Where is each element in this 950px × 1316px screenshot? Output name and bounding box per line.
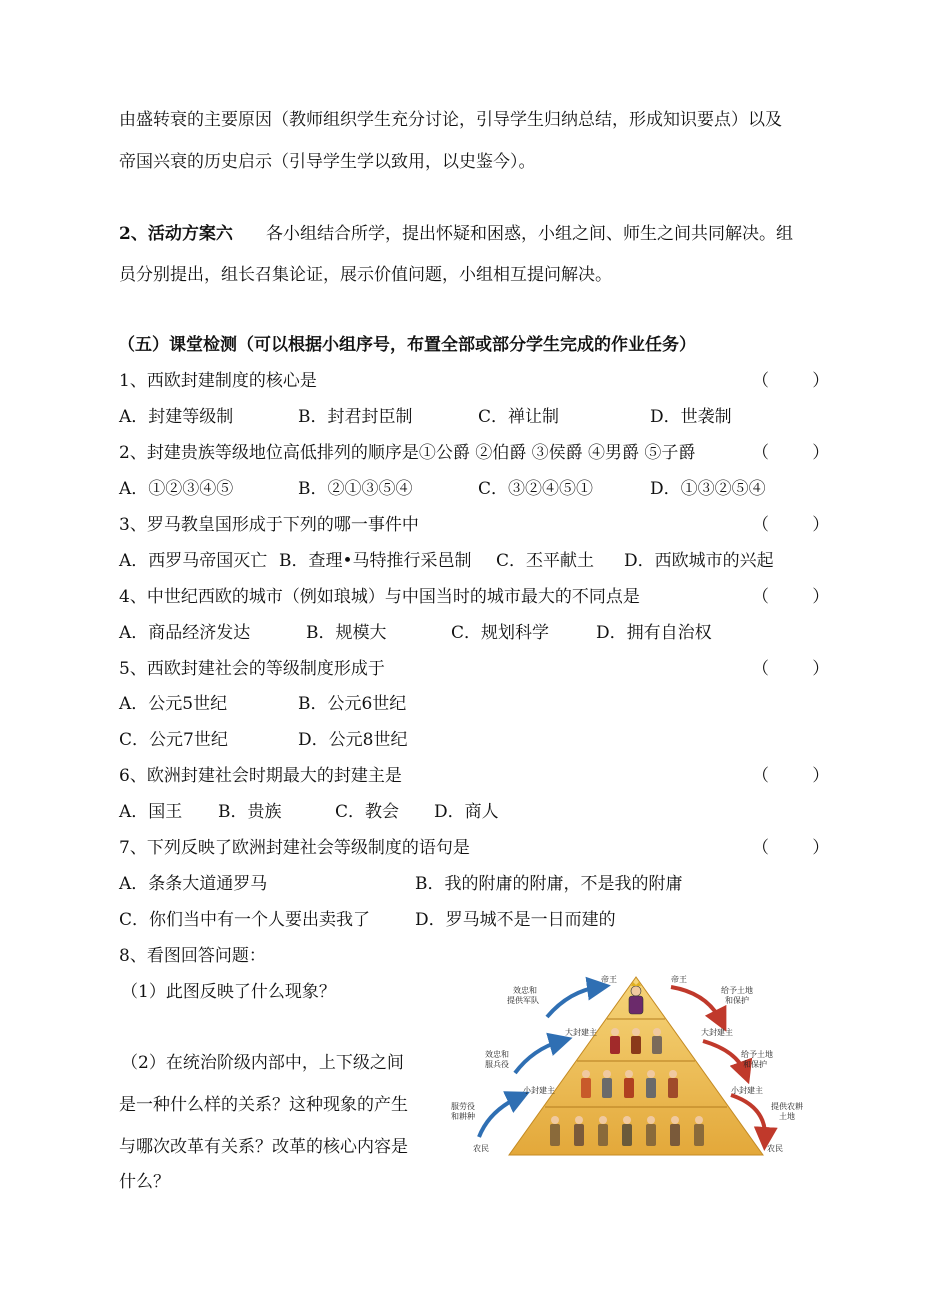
- question-1-stem: 1、西欧封建制度的核心是: [119, 371, 317, 391]
- q4-option-b[interactable]: B．规模大: [306, 623, 387, 643]
- left-arrow-top: [547, 987, 599, 1017]
- label-loyalty-2b: 服兵役: [485, 1060, 509, 1069]
- q6-option-c[interactable]: C．教会: [335, 802, 400, 822]
- label-great-lord-left: 大封建主: [565, 1028, 597, 1037]
- label-peasant-left: 农民: [473, 1144, 489, 1153]
- q5-option-b[interactable]: B．公元6世纪: [298, 694, 407, 714]
- label-grant-2b: 和保护: [743, 1060, 767, 1069]
- q4-option-c[interactable]: C．规划科学: [451, 623, 550, 643]
- q6-option-d[interactable]: D．商人: [434, 802, 499, 822]
- right-arrow-mid: [703, 1041, 745, 1073]
- label-provide-land-b: 土地: [779, 1112, 795, 1121]
- q7-option-c[interactable]: C．你们当中有一个人要出卖我了: [119, 910, 371, 930]
- q5-option-d[interactable]: D．公元8世纪: [298, 730, 408, 750]
- q1-option-a[interactable]: A．封建等级制: [119, 407, 234, 427]
- activity-title: 2、活动方案六: [119, 224, 233, 244]
- label-small-lord-left: 小封建主: [523, 1086, 555, 1095]
- q5-option-c[interactable]: C．公元7世纪: [119, 730, 228, 750]
- left-arrow-mid: [515, 1041, 561, 1073]
- question-2-stem: 2、封建贵族等级地位高低排列的顺序是①公爵 ②伯爵 ③侯爵 ④男爵 ⑤子爵: [119, 443, 696, 463]
- q3-option-d[interactable]: D．西欧城市的兴起: [624, 551, 774, 571]
- q8-sub-2-line-1: （2）在统治阶级内部中，上下级之间: [121, 1053, 404, 1073]
- q2-option-b[interactable]: B．②①③⑤④: [298, 479, 413, 499]
- q2-option-a[interactable]: A．①②③④⑤: [119, 479, 234, 499]
- label-grant-1a: 给予土地: [721, 986, 753, 995]
- answer-blank[interactable]: （ ）: [752, 659, 830, 679]
- intro-line-2: 帝国兴衰的历史启示（引导学生学以致用，以史鉴今）。: [119, 152, 536, 172]
- great-lords-figures: [610, 1028, 662, 1054]
- answer-blank[interactable]: （ ）: [752, 838, 830, 858]
- label-emperor-right: 帝王: [671, 975, 687, 984]
- section-heading: （五）课堂检测（可以根据小组序号，布置全部或部分学生完成的作业任务）: [118, 335, 696, 355]
- answer-blank[interactable]: （ ）: [752, 587, 830, 607]
- q4-option-a[interactable]: A．商品经济发达: [119, 623, 251, 643]
- label-loyalty-2a: 效忠和: [485, 1050, 509, 1059]
- label-small-lord-right: 小封建主: [731, 1086, 763, 1095]
- label-peasant-right: 农民: [767, 1144, 783, 1153]
- left-arrow-bottom: [479, 1097, 519, 1137]
- q8-sub-2-line-3: 与哪次改革有关系？改革的核心内容是: [119, 1137, 408, 1157]
- question-5-stem: 5、西欧封建社会的等级制度形成于: [119, 659, 385, 679]
- label-loyalty-1a: 效忠和: [513, 986, 537, 995]
- answer-blank[interactable]: （ ）: [752, 766, 830, 786]
- q8-sub-1: （1）此图反映了什么现象？: [121, 982, 336, 1002]
- q8-sub-2-line-2: 是一种什么样的关系？这种现象的产生: [119, 1095, 408, 1115]
- q5-option-a[interactable]: A．公元5世纪: [119, 694, 228, 714]
- intro-line-1: 由盛转衰的主要原因（教师组织学生充分讨论，引导学生归纳总结，形成知识要点）以及: [119, 110, 782, 130]
- q7-option-b[interactable]: B．我的附庸的附庸，不是我的附庸: [415, 874, 683, 894]
- q1-option-c[interactable]: C．禅让制: [478, 407, 560, 427]
- question-4-stem: 4、中世纪西欧的城市（例如琅城）与中国当时的城市最大的不同点是: [119, 587, 640, 607]
- answer-blank[interactable]: （ ）: [752, 371, 830, 391]
- label-grant-1b: 和保护: [725, 996, 749, 1005]
- label-provide-land-a: 提供农耕: [771, 1102, 803, 1111]
- label-great-lord-right: 大封建主: [701, 1028, 733, 1037]
- label-grant-2a: 给予土地: [741, 1050, 773, 1059]
- feudal-hierarchy-figure: [449, 969, 823, 1161]
- activity-line-1: 各小组结合所学，提出怀疑和困惑，小组之间、师生之间共同解决。组: [266, 224, 793, 244]
- label-service-b: 和耕种: [451, 1112, 475, 1121]
- right-arrow-top: [671, 987, 721, 1021]
- label-loyalty-1b: 提供军队: [507, 996, 539, 1005]
- q3-option-a[interactable]: A．西罗马帝国灭亡: [119, 551, 268, 571]
- q4-option-d[interactable]: D．拥有自治权: [596, 623, 712, 643]
- q3-option-c[interactable]: C．丕平献土: [496, 551, 595, 571]
- q1-option-b[interactable]: B．封君封臣制: [298, 407, 413, 427]
- answer-blank[interactable]: （ ）: [752, 515, 830, 535]
- q2-option-d[interactable]: D．①③②⑤④: [650, 479, 766, 499]
- q7-option-d[interactable]: D．罗马城不是一日而建的: [415, 910, 616, 930]
- q3-option-b[interactable]: B．查理•马特推行采邑制: [279, 551, 472, 571]
- q8-sub-2-line-4: 什么？: [119, 1172, 170, 1192]
- question-3-stem: 3、罗马教皇国形成于下列的哪一事件中: [119, 515, 419, 535]
- label-emperor-left: 帝王: [601, 975, 617, 984]
- q1-option-d[interactable]: D．世袭制: [650, 407, 732, 427]
- label-service-a: 服劳役: [451, 1102, 475, 1111]
- q7-option-a[interactable]: A．条条大道通罗马: [119, 874, 268, 894]
- question-7-stem: 7、下列反映了欧洲封建社会等级制度的语句是: [119, 838, 470, 858]
- q2-option-c[interactable]: C．③②④⑤①: [478, 479, 594, 499]
- activity-line-2: 员分别提出，组长召集论证，展示价值问题，小组相互提问解决。: [119, 265, 612, 285]
- q6-option-a[interactable]: A．国王: [119, 802, 183, 822]
- answer-blank[interactable]: （ ）: [752, 443, 830, 463]
- question-6-stem: 6、欧洲封建社会时期最大的封建主是: [119, 766, 402, 786]
- q6-option-b[interactable]: B．贵族: [218, 802, 282, 822]
- question-8-stem: 8、看图回答问题：: [119, 946, 266, 966]
